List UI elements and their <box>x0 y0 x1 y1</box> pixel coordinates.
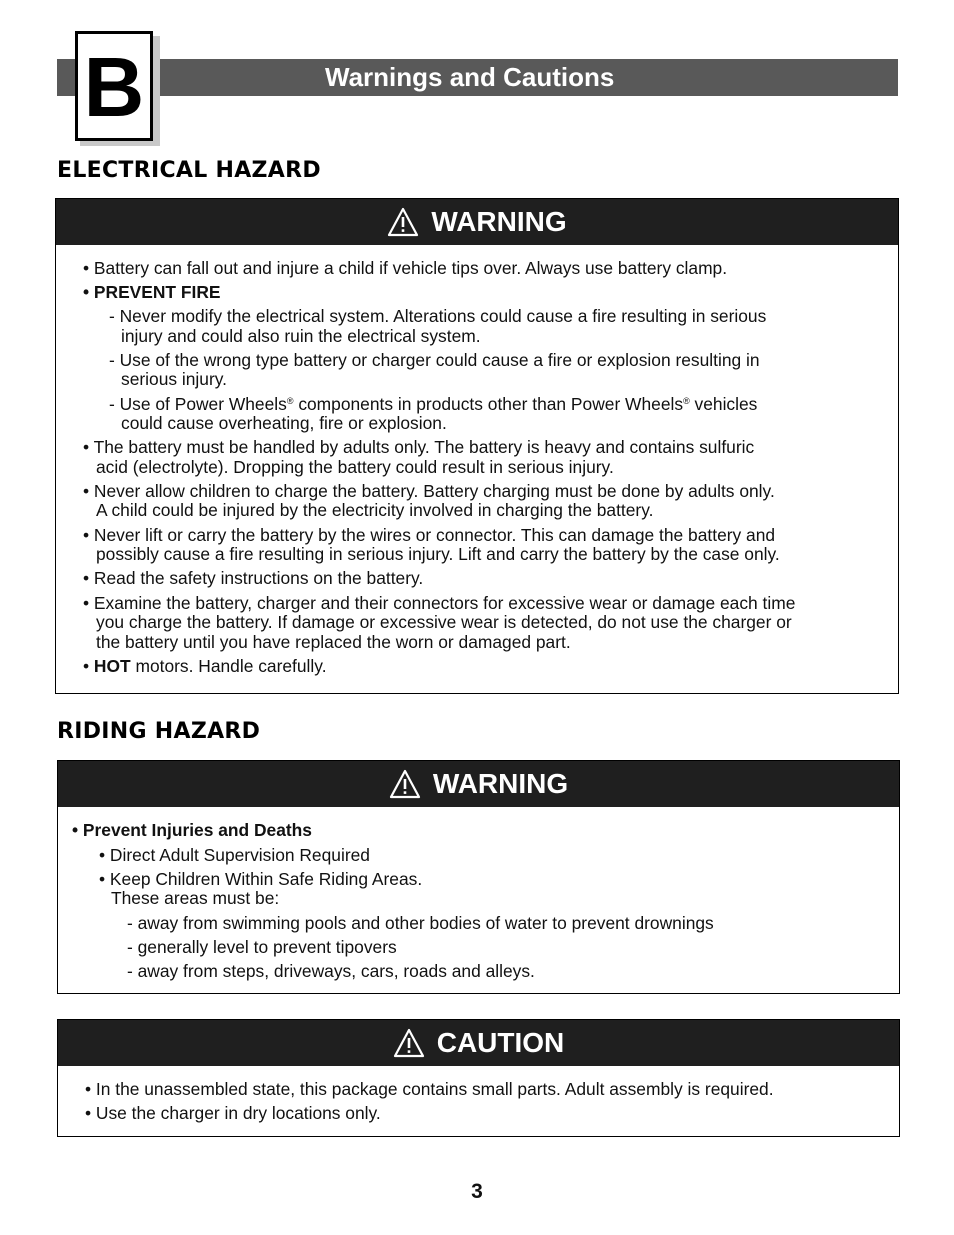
warning-triangle-icon <box>389 769 421 799</box>
list-item-continued: serious injury. <box>121 369 227 389</box>
riding-hazard-heading: RIDING HAZARD <box>57 719 261 744</box>
list-item: • Read the safety instructions on the battery. <box>83 568 424 588</box>
section-letter: B <box>83 40 145 134</box>
list-item: • Keep Children Within Safe Riding Areas. <box>99 869 423 889</box>
list-item: • In the unassembled state, this package contains small parts. Adult assembly is required. <box>85 1079 774 1099</box>
list-item: • Examine the battery, charger and their connectors for excessive wear or damage each time <box>83 593 796 613</box>
list-item-continued: These areas must be: <box>111 888 280 908</box>
electrical-warning-panel <box>55 198 899 694</box>
warning-triangle-icon <box>393 1028 425 1058</box>
list-item-continued: the battery until you have replaced the worn or damaged part. <box>96 632 571 652</box>
list-item: • Never lift or carry the battery by the wires or connector. This can damage the battery and <box>83 525 776 545</box>
list-item: • The battery must be handled by adults only. The battery is heavy and contains sulfuric <box>83 437 755 457</box>
list-item: - Never modify the electrical system. Alterations could cause a fire resulting in serious <box>109 306 767 326</box>
caution-banner <box>58 1020 899 1066</box>
list-item: - away from steps, driveways, cars, roads and alleys. <box>127 961 535 981</box>
riding-warning-banner <box>58 761 899 807</box>
electrical-warning-banner <box>56 199 898 245</box>
riding-warning-panel <box>57 760 900 994</box>
list-item-continued: A child could be injured by the electricity involved in charging the battery. <box>96 500 654 520</box>
warning-label: WARNING <box>432 768 569 799</box>
list-item-continued: could cause overheating, fire or explosion. <box>121 413 447 433</box>
list-item: • Direct Adult Supervision Required <box>99 845 370 865</box>
list-item: • PREVENT FIRE <box>83 282 221 302</box>
list-item: • Battery can fall out and injure a child if vehicle tips over. Always use battery clamp. <box>83 258 728 278</box>
list-item: • Never allow children to charge the battery. Battery charging must be done by adults only. <box>83 481 775 501</box>
list-item: • HOT motors. Handle carefully. <box>83 656 327 676</box>
list-item: - away from swimming pools and other bodies of water to prevent drownings <box>127 913 714 933</box>
caution-panel <box>57 1019 900 1137</box>
warning-triangle-icon <box>387 207 419 237</box>
list-item-continued: acid (electrolyte). Dropping the battery could result in serious injury. <box>96 457 614 477</box>
page-number: 3 <box>471 1180 483 1203</box>
list-item: - generally level to prevent tipovers <box>127 937 397 957</box>
list-item-continued: you charge the battery. If damage or excessive wear is detected, do not use the charger or <box>96 612 792 632</box>
list-item: - Use of Power Wheels® components in products other than Power Wheels® vehicles <box>109 394 758 414</box>
list-item: • Use the charger in dry locations only. <box>85 1103 381 1123</box>
list-item-continued: injury and could also ruin the electrical system. <box>121 326 481 346</box>
section-title: Warnings and Cautions <box>325 62 615 92</box>
warning-label: WARNING <box>431 206 567 237</box>
caution-label: CAUTION <box>436 1027 565 1058</box>
list-item: • Prevent Injuries and Deaths <box>72 820 312 840</box>
list-item-continued: possibly cause a fire resulting in serious injury. Lift and carry the battery by the case only. <box>96 544 780 564</box>
electrical-hazard-heading: ELECTRICAL HAZARD <box>57 158 321 183</box>
list-item: - Use of the wrong type battery or charger could cause a fire or explosion resulting in <box>109 350 760 370</box>
